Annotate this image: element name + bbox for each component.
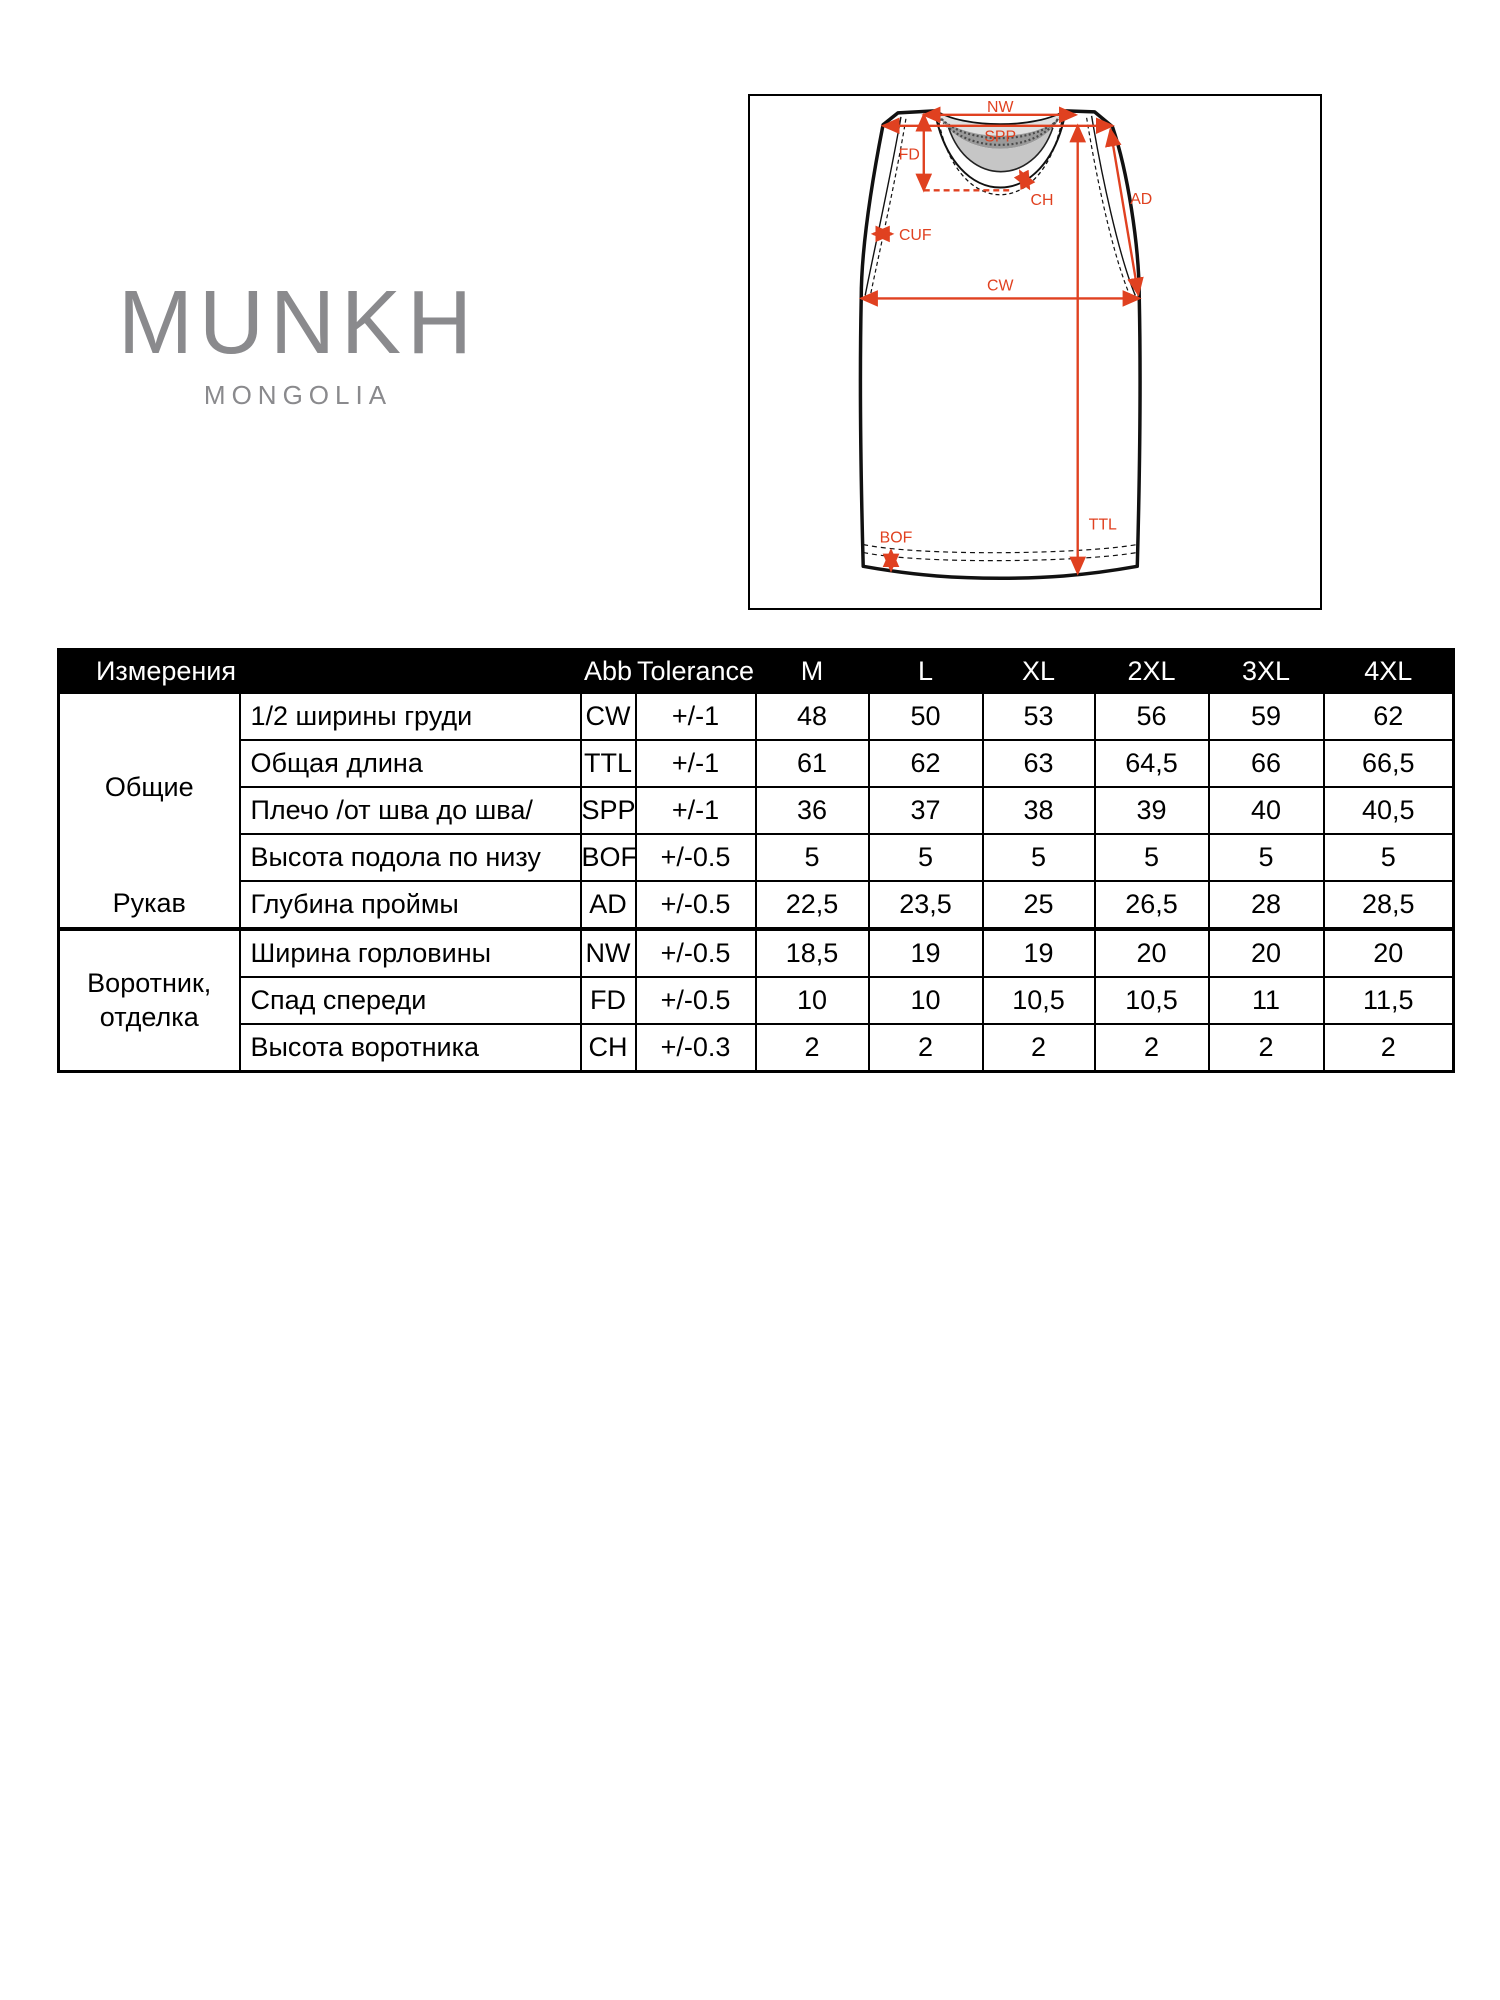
measure-name-cell: Плечо /от шва до шва/ (240, 787, 581, 834)
measure-name-cell: Высота подола по низу (240, 834, 581, 881)
measure-name-cell: Общая длина (240, 740, 581, 787)
value-cell: 2 (983, 1024, 1095, 1072)
value-cell: 40 (1209, 787, 1324, 834)
table-row (59, 834, 1454, 881)
ad-label: AD (1130, 191, 1153, 209)
garment-diagram-svg (750, 96, 1320, 608)
value-cell: 64,5 (1095, 740, 1209, 787)
ttl-label: TTL (1088, 516, 1117, 534)
col-header-tolerance: Tolerance (636, 650, 756, 694)
table-row (59, 740, 1454, 787)
col-header-measurements: Измерения (59, 650, 581, 694)
group-cell-sleeve: Рукав (59, 881, 240, 929)
table-row (59, 881, 1454, 929)
tolerance-cell: +/-1 (636, 787, 756, 834)
brand-logo (98, 273, 498, 411)
measure-name-cell: Спад спереди (240, 977, 581, 1024)
measure-name-cell: Ширина горловины (240, 929, 581, 977)
abb-cell: BOF (581, 834, 636, 881)
value-cell: 10 (869, 977, 983, 1024)
measure-name-cell: Высота воротника (240, 1024, 581, 1072)
value-cell: 23,5 (869, 881, 983, 929)
value-cell: 5 (983, 834, 1095, 881)
value-cell: 53 (983, 693, 1095, 740)
value-cell: 20 (1095, 929, 1209, 977)
value-cell: 59 (1209, 693, 1324, 740)
abb-cell: AD (581, 881, 636, 929)
value-cell: 2 (869, 1024, 983, 1072)
value-cell: 11,5 (1324, 977, 1454, 1024)
value-cell: 62 (1324, 693, 1454, 740)
col-header-size-l: L (869, 650, 983, 694)
value-cell: 56 (1095, 693, 1209, 740)
value-cell: 2 (1095, 1024, 1209, 1072)
value-cell: 63 (983, 740, 1095, 787)
tolerance-cell: +/-0.5 (636, 977, 756, 1024)
col-header-size-m: M (756, 650, 869, 694)
value-cell: 50 (869, 693, 983, 740)
table-row (59, 977, 1454, 1024)
value-cell: 40,5 (1324, 787, 1454, 834)
tolerance-cell: +/-0.5 (636, 834, 756, 881)
value-cell: 61 (756, 740, 869, 787)
size-chart-table (57, 648, 1455, 1073)
col-header-size-3xl: 3XL (1209, 650, 1324, 694)
abb-cell: FD (581, 977, 636, 1024)
value-cell: 38 (983, 787, 1095, 834)
value-cell: 5 (756, 834, 869, 881)
value-cell: 22,5 (756, 881, 869, 929)
value-cell: 5 (869, 834, 983, 881)
col-header-size-4xl: 4XL (1324, 650, 1454, 694)
value-cell: 20 (1209, 929, 1324, 977)
value-cell: 19 (983, 929, 1095, 977)
value-cell: 39 (1095, 787, 1209, 834)
value-cell: 5 (1209, 834, 1324, 881)
brand-subtitle: MONGOLIA (203, 380, 393, 410)
value-cell: 20 (1324, 929, 1454, 977)
value-cell: 5 (1095, 834, 1209, 881)
abb-cell: CW (581, 693, 636, 740)
value-cell: 11 (1209, 977, 1324, 1024)
tolerance-cell: +/-0.5 (636, 929, 756, 977)
value-cell: 2 (756, 1024, 869, 1072)
abb-cell: TTL (581, 740, 636, 787)
cuf-label: CUF (898, 226, 932, 244)
value-cell: 36 (756, 787, 869, 834)
tolerance-cell: +/-1 (636, 740, 756, 787)
tolerance-cell: +/-0.5 (636, 881, 756, 929)
group-cell-general: Общие (59, 693, 240, 881)
value-cell: 37 (869, 787, 983, 834)
value-cell: 10,5 (1095, 977, 1209, 1024)
bof-label: BOF (879, 529, 913, 547)
value-cell: 28 (1209, 881, 1324, 929)
abb-cell: NW (581, 929, 636, 977)
brand-name: MUNKH (118, 273, 478, 373)
value-cell: 25 (983, 881, 1095, 929)
group-cell-collar: Воротник, отделка (59, 929, 240, 1072)
table-row (59, 929, 1454, 977)
measure-name-cell: 1/2 ширины груди (240, 693, 581, 740)
value-cell: 10 (756, 977, 869, 1024)
tolerance-cell: +/-0.3 (636, 1024, 756, 1072)
measure-name-cell: Глубина проймы (240, 881, 581, 929)
value-cell: 66 (1209, 740, 1324, 787)
table-row (59, 1024, 1454, 1072)
value-cell: 26,5 (1095, 881, 1209, 929)
value-cell: 5 (1324, 834, 1454, 881)
abb-cell: CH (581, 1024, 636, 1072)
value-cell: 66,5 (1324, 740, 1454, 787)
table-header-row (59, 650, 1454, 694)
value-cell: 18,5 (756, 929, 869, 977)
abb-cell: SPP (581, 787, 636, 834)
col-header-abb: Abb (581, 650, 636, 694)
value-cell: 2 (1209, 1024, 1324, 1072)
fd-label: FD (898, 146, 920, 164)
nw-label: NW (987, 98, 1014, 116)
table-row (59, 693, 1454, 740)
table-row (59, 787, 1454, 834)
value-cell: 2 (1324, 1024, 1454, 1072)
cw-label: CW (987, 277, 1014, 295)
col-header-size-xl: XL (983, 650, 1095, 694)
value-cell: 28,5 (1324, 881, 1454, 929)
spp-label: SPP (984, 128, 1017, 146)
value-cell: 62 (869, 740, 983, 787)
value-cell: 48 (756, 693, 869, 740)
col-header-size-2xl: 2XL (1095, 650, 1209, 694)
tolerance-cell: +/-1 (636, 693, 756, 740)
value-cell: 19 (869, 929, 983, 977)
ch-label: CH (1030, 192, 1054, 210)
garment-diagram-box (748, 94, 1322, 610)
value-cell: 10,5 (983, 977, 1095, 1024)
